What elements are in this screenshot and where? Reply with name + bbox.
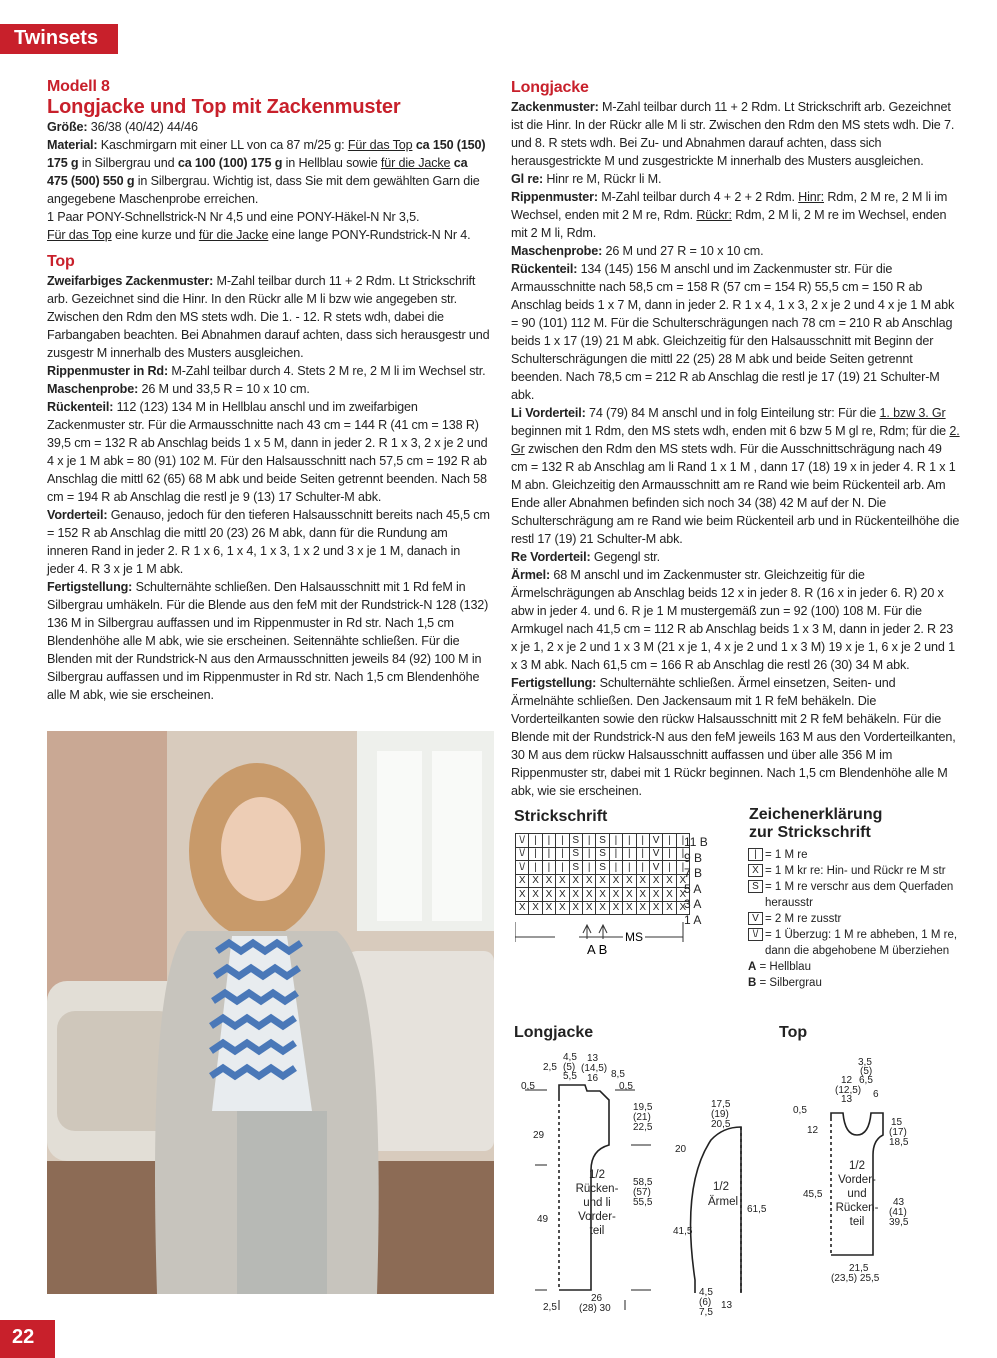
chart-cell: | <box>529 861 542 875</box>
svg-text:Rücken-: Rücken- <box>575 1183 619 1195</box>
legend-b: B = Silbergrau <box>748 977 822 989</box>
chart-cell: X <box>663 874 676 888</box>
chart-cell: | <box>663 861 676 875</box>
chart-cell: X <box>649 901 662 915</box>
svg-text:1/2: 1/2 <box>589 1169 605 1181</box>
svg-text:(17): (17) <box>889 1127 907 1138</box>
lj-aermel-paragraph: Ärmel: 68 M anschl und im Zackenmuster str. Gleichzeitig für die Ärmelschrägungen ab Anschlag beids 12 x in jeder 8. R (16 x in jeder 6. R) 20 x abw in jeder 4. und 6. R je 1 M mustergemäß zun = 92 (100) 108 M. Für die Armkugel nach 41,5 cm = 112 R ab Anschlag beids 1 x 3 M, dann in jeder 2. R 23 x je 1, 2 x je 2 und 1 x 3 M (21 x je 1, 4 x je 2 und 1 x 3 M) 19 x je 1, 6 x je 2 und 1 x 3 M abk. Nach 61,5 cm = 166 R ab Anschlag die restl 26 (30) 34 M abk. <box>511 568 955 672</box>
chart-cell: X <box>529 888 542 902</box>
legend-text-cont: herausstr <box>765 897 813 909</box>
chart-row <box>516 847 690 861</box>
longjacke-body-label <box>576 1169 619 1237</box>
chart-row-label: 5 A <box>684 881 702 896</box>
chart-cell: X <box>663 888 676 902</box>
chart-cell: X <box>582 874 595 888</box>
vorderteil-paragraph: Vorderteil: Genauso, jedoch für den tieferen Halsausschnitt bereits nach 45,5 cm = 152 R ab Anschlag die mittl 20 (23) 26 M abk, dann für die Rundung am inneren Rand in jeder 2. R 1 x 6, 1 x 4, 1 x 3, 1 x 2 und 3 x je 1 M, danach in jeder 4. R 3 x je 1 M abk. <box>47 508 490 576</box>
page-title: Longjacke und Top mit Zackenmuster <box>47 96 401 118</box>
chart-cell: X <box>516 901 529 915</box>
svg-text:26: 26 <box>591 1293 603 1304</box>
longjacke-schnitt-title: Longjacke <box>514 1024 594 1041</box>
legend-text-cont: dann die abgehobene M überziehen <box>765 945 950 957</box>
chart-cell: X <box>649 888 662 902</box>
chart-cell: | <box>582 834 595 848</box>
svg-text:(28) 30: (28) 30 <box>579 1303 611 1314</box>
chart-cell: | <box>676 834 689 848</box>
top-schnitt-title: Top <box>779 1024 808 1041</box>
chart-cell: | <box>623 834 636 848</box>
svg-text:Vorder-: Vorder- <box>838 1174 876 1186</box>
legend-text: = 2 M re zusstr <box>765 913 842 925</box>
svg-text:20,5: 20,5 <box>711 1119 731 1130</box>
svg-text:0,5: 0,5 <box>793 1105 807 1116</box>
svg-text:12: 12 <box>841 1075 853 1086</box>
lj-fertigstellung-paragraph: Fertigstellung: Schulternähte schließen. Ärmel einsetzen, Seiten- und Ärmelnähte schließen. Den Jackensaum mit 1 R feM behäkeln. Die Vorderteilkanten sowie den rückw Halsausschnitt mit 2 R feM behäkeln. Für die Blende mit der Rundstrick-N aus den feM jeweils 163 M aus den Vorderteilkanten, 30 M aus dem rückw Halsausschnitt auffassen und über alle 356 M im Rippenmuster str, dabei mit 1 Rückr beginnen. Nach 1,5 cm Blendenhöhe alle M abk, wie sie erscheinen. <box>511 676 956 798</box>
chart-cell: X <box>676 888 689 902</box>
lj-rippenmuster-paragraph: Rippenmuster: M-Zahl teilbar durch 4 + 2 + 2 Rdm. Hinr: Rdm, 2 M re, 2 M li im Wechsel, enden mit 2 M re, Rdm. Rückr: Rdm, 2 M li, 2 M re im Wechsel, enden mit 2 M li, Rdm. <box>511 190 948 240</box>
chart-cell: X <box>529 874 542 888</box>
ms-label: MS <box>625 930 643 944</box>
chart-cell: \/ <box>516 861 529 875</box>
chart-cell: X <box>556 874 569 888</box>
chart-cell: | <box>556 847 569 861</box>
svg-text:43: 43 <box>893 1197 905 1208</box>
chart-cell: X <box>569 888 582 902</box>
svg-text:(6): (6) <box>699 1297 712 1308</box>
svg-text:16: 16 <box>587 1073 599 1084</box>
chart-cell: | <box>663 834 676 848</box>
chart-cell: X <box>609 901 622 915</box>
chart-cell: X <box>582 888 595 902</box>
svg-text:20: 20 <box>675 1144 687 1155</box>
chart-cell: X <box>609 888 622 902</box>
svg-text:5,5: 5,5 <box>563 1071 577 1082</box>
svg-text:2,5: 2,5 <box>543 1062 557 1073</box>
sleeve-pattern <box>691 1127 741 1293</box>
chart-cell: V <box>649 861 662 875</box>
chart-cell: S <box>569 861 582 875</box>
svg-text:und li: und li <box>583 1197 611 1209</box>
svg-text:(12,5): (12,5) <box>835 1085 862 1096</box>
rueckenteil-paragraph: Rückenteil: 112 (123) 134 M in Hellblau anschl und im zweifarbigen Zackenmuster str. Für die Armausschnitte nach 43 cm = 144 R (41 cm = 138 R) 39,5 cm = 132 R ab Anschlag beids 1 x 5 M, dann in jeder 2. R 1 x 3, 2 x je 2 und 4 x je 1 M abk = 80 (91) 102 M. Für den Halsausschnitt nach 57,5 cm = 192 R ab Anschlag die mittl 62 (65) 68 M abk und beide Seiten getrennt beenden. Nach 58 cm = 194 R ab Anschlag die restl je 9 (13) 17 Schulter-M abk. <box>47 400 488 504</box>
legend-item <box>748 847 988 863</box>
chart-cell: | <box>676 861 689 875</box>
legend-symbol: | <box>748 848 763 861</box>
top-body-label <box>836 1160 879 1228</box>
chart-cell: \/ <box>516 847 529 861</box>
svg-text:6: 6 <box>873 1089 879 1100</box>
svg-text:Rücken-: Rücken- <box>835 1202 879 1214</box>
strickschrift-title: Strickschrift <box>514 808 608 825</box>
chart-row <box>516 888 690 902</box>
chart-cell: X <box>596 888 609 902</box>
chart-cell: | <box>529 847 542 861</box>
chart-cell: | <box>636 834 649 848</box>
chart-cell: | <box>582 847 595 861</box>
model-number: Modell 8 <box>47 78 110 95</box>
knitting-chart-grid <box>515 833 690 915</box>
maschenprobe-paragraph: Maschenprobe: 26 M und 33,5 R = 10 x 10 cm. <box>47 382 310 396</box>
legend-symbol: S <box>748 880 763 893</box>
chart-row <box>516 874 690 888</box>
sleeve-label <box>708 1181 738 1208</box>
needles-paragraph: 1 Paar PONY-Schnellstrick-N Nr 4,5 und eine PONY-Häkel-N Nr 3,5. <box>47 210 420 224</box>
svg-text:1/2: 1/2 <box>713 1181 729 1193</box>
chart-cell: | <box>609 847 622 861</box>
chart-cell: X <box>676 901 689 915</box>
chart-cell: X <box>596 901 609 915</box>
legend-text: = 1 M re <box>765 849 808 861</box>
lj-rueckenteil-paragraph: Rückenteil: 134 (145) 156 M anschl und im Zackenmuster str. Für die Armausschnitte nach 58,5 cm = 158 R (57 cm = 154 R) 55,5 cm = 150 R ab Anschlag beids 1 x 7 M, dann in jeder 2. R 1 x 4, 1 x 3, 2 x je 2 und 4 x je 1 M abk = 90 (101) 112 M. Für die Schulterschrägungen nach 78 cm = 210 R ab Anschlag beids 1 x 17 (19) 21 M abk. Gleichzeitig für den Halsausschnitt mit Beginn der Schulterschrägungen die mittl 22 (25) 28 M abk und beide Seiten getrennt beenden. Nach 78,5 cm = 212 R ab Anschlag die restl je 17 (19) 21 Schulter-M abk. <box>511 262 955 402</box>
chart-row-label: 3 A <box>684 897 702 911</box>
svg-text:12: 12 <box>807 1125 819 1136</box>
legend-text: = 1 M kr re: Hin- und Rückr re M str <box>765 865 946 877</box>
svg-text:7,5: 7,5 <box>699 1307 713 1318</box>
section-tab: Twinsets <box>0 24 118 54</box>
chart-row <box>516 834 690 848</box>
svg-text:6,5: 6,5 <box>859 1075 873 1086</box>
svg-text:4,5: 4,5 <box>699 1287 713 1298</box>
chart-cell: X <box>529 901 542 915</box>
chart-cell: | <box>609 861 622 875</box>
svg-text:18,5: 18,5 <box>889 1137 909 1148</box>
schnitt-diagrams <box>505 1045 995 1325</box>
legend-a: A = Hellblau <box>748 961 811 973</box>
chart-cell: | <box>556 834 569 848</box>
svg-text:(57): (57) <box>633 1187 651 1198</box>
chart-cell: | <box>542 847 555 861</box>
chart-cell: \/ <box>516 834 529 848</box>
right-column <box>511 78 961 800</box>
knitting-chart-footer <box>515 917 685 957</box>
chart-row-label: 11 B <box>684 835 708 849</box>
chart-cell: X <box>556 888 569 902</box>
svg-text:17,5: 17,5 <box>711 1099 731 1110</box>
chart-cell: X <box>582 901 595 915</box>
chart-cell: X <box>542 888 555 902</box>
model-photo-illustration <box>47 731 494 1294</box>
chart-cell: S <box>569 834 582 848</box>
svg-text:und: und <box>847 1188 867 1200</box>
chart-cell: | <box>529 834 542 848</box>
chart-cell: X <box>636 888 649 902</box>
chart-cell: X <box>569 901 582 915</box>
svg-text:15: 15 <box>891 1117 903 1128</box>
chart-cell: | <box>542 861 555 875</box>
chart-cell: | <box>609 834 622 848</box>
svg-text:(23,5) 25,5: (23,5) 25,5 <box>831 1273 880 1284</box>
svg-text:61,5: 61,5 <box>747 1204 767 1215</box>
zackenmuster-paragraph: Zweifarbiges Zackenmuster: M-Zahl teilbar durch 11 + 2 Rdm. Lt Strickschrift arb. Gezeichnet sind die Hinr. In den Rückr alle M li bzw wie angegeben str. Zwischen den Rdm den MS stets wdh. Die 1. - 12. R stets wdh, dabei die Farbangaben beachten. Bei Abnahmen darauf achten, dass sich herausgestr und zusgestr M innerhalb des Musters ausgleichen. <box>47 274 490 360</box>
chart-row-label: 1 A <box>684 912 702 927</box>
chart-cell: | <box>623 861 636 875</box>
svg-text:2,5: 2,5 <box>543 1302 557 1313</box>
chart-cell: X <box>623 874 636 888</box>
svg-text:0,5: 0,5 <box>521 1081 535 1092</box>
chart-cell: X <box>542 901 555 915</box>
chart-cell: | <box>542 834 555 848</box>
page-number: 22 <box>0 1320 55 1358</box>
chart-cell: S <box>596 834 609 848</box>
legend-item <box>748 927 988 943</box>
left-column <box>47 78 490 704</box>
chart-cell: | <box>556 861 569 875</box>
svg-text:21,5: 21,5 <box>849 1263 869 1274</box>
svg-text:22,5: 22,5 <box>633 1122 653 1133</box>
legend-text: = 1 M re verschr aus dem Querfaden <box>765 881 954 893</box>
svg-text:58,5: 58,5 <box>633 1177 653 1188</box>
svg-text:8,5: 8,5 <box>611 1069 625 1080</box>
material-paragraph: Material: Kaschmirgarn mit einer LL von ca 87 m/25 g: Für das Top ca 150 (150) 175 g in Silbergrau und ca 100 (100) 175 g in Hellblau sowie für die Jacke ca 475 (500) 550 g in Silbergrau. Wichtig ist, dass Sie mit dem gewählten Garn die angegebene Maschenprobe erreichen. <box>47 138 486 206</box>
svg-text:1/2: 1/2 <box>849 1160 865 1172</box>
svg-text:13: 13 <box>587 1053 599 1064</box>
svg-text:29: 29 <box>533 1130 545 1141</box>
svg-text:13: 13 <box>721 1300 733 1311</box>
chart-row-label: 9 B <box>684 850 703 865</box>
ab-label: A B <box>587 942 608 957</box>
svg-text:Ärmel: Ärmel <box>707 1196 739 1208</box>
svg-text:(41): (41) <box>889 1207 907 1218</box>
svg-text:13: 13 <box>841 1094 853 1105</box>
lj-revorderteil-paragraph: Re Vorderteil: Gegengl str. <box>511 550 661 564</box>
svg-text:Vorder-: Vorder- <box>578 1211 616 1223</box>
chart-cell: | <box>582 861 595 875</box>
chart-cell: X <box>516 888 529 902</box>
chart-row <box>516 861 690 875</box>
chart-cell: X <box>636 874 649 888</box>
legend-text: = 1 Überzug: 1 M re abheben, 1 M re, <box>765 929 958 941</box>
longjacke-heading: Longjacke <box>511 79 589 96</box>
chart-cell: X <box>649 874 662 888</box>
chart-cell: X <box>636 901 649 915</box>
chart-cell: X <box>663 901 676 915</box>
svg-text:19,5: 19,5 <box>633 1102 653 1113</box>
chart-cell: V <box>649 847 662 861</box>
fertigstellung-paragraph: Fertigstellung: Schulternähte schließen. Den Halsausschnitt mit 1 Rd feM in Silbergrau umhäkeln. Für die Blende aus den feM mit der Rundstrick-N 128 (132) 136 M in Silbergrau auffassen und im Rippenmuster in Rd str. Nach 1,5 cm Blendenhöhe alle M abk, wie sie erscheinen. Seitennähte schließen. Für die Blenden mit der Rundstrick-N aus den Armausschnitten jeweils 84 (92) 100 M in Silbergrau auffassen und im Rippenmuster in Rd str. Nach 1,5 cm Blendenhöhe alle M abk, wie sie erscheinen. <box>47 580 489 702</box>
chart-cell: X <box>542 874 555 888</box>
svg-text:39,5: 39,5 <box>889 1217 909 1228</box>
lj-livorderteil-paragraph: Li Vorderteil: 74 (79) 84 M anschl und in folg Einteilung str: Für die 1. bzw 3. Gr beginnen mit 1 Rdm, den MS stets wdh, enden mit 6 bzw 5 M gl re, Rdm; für die 2. Gr zwischen den Rdm den MS stets wdh. Für die Ausschnittschrägung nach 49 cm = 132 R ab Anschlag am li Rand 1 x 1 M , dann 17 (18) 19 x in jeder 4. R 1 x 1 M abn. Gleichzeitig den Armausschnitt am re Rand wie beim Rückenteil arb. Am Ende aller Abnahmen befinden sich noch 34 (38) 42 M auf der N. Die Schulterschrägung am re Rand wie beim Rückenteil arb und in Rückenteilhöhe die restl 17 (19) 21 Schulter-M abk. <box>511 406 960 546</box>
legend-title: Zeichenerklärung zur Strickschrift <box>749 806 883 841</box>
svg-text:(19): (19) <box>711 1109 729 1120</box>
model-photo <box>47 731 494 1294</box>
lj-glre-paragraph: Gl re: Hinr re M, Rückr li M. <box>511 172 662 186</box>
chart-cell: S <box>596 847 609 861</box>
chart-cell: | <box>636 847 649 861</box>
legend <box>748 847 988 991</box>
chart-cell: X <box>623 888 636 902</box>
lj-zackenmuster-paragraph: Zackenmuster: M-Zahl teilbar durch 11 + 2 Rdm. Lt Strickschrift arb. Gezeichnet ist die Hinr. In der Rückr alle M li str. Zwischen den Rdm den MS stets wdh. Die 7. und 8. R stets wdh. Bei Zu- und Abnahmen darauf achten, dass sich herausgestrickte M und zusgestrickte M innerhalb des Musters ausgleichen. <box>511 100 955 168</box>
svg-text:0,5: 0,5 <box>619 1081 633 1092</box>
chart-cell: X <box>609 874 622 888</box>
svg-text:3,5: 3,5 <box>858 1057 872 1068</box>
size-paragraph: Größe: 36/38 (40/42) 44/46 <box>47 120 198 134</box>
svg-text:41,5: 41,5 <box>673 1226 693 1237</box>
svg-text:49: 49 <box>537 1214 549 1225</box>
legend-symbol: V <box>748 912 763 925</box>
chart-cell: S <box>596 861 609 875</box>
chart-cell: | <box>623 847 636 861</box>
legend-symbol: \/ <box>748 928 763 941</box>
chart-cell: | <box>636 861 649 875</box>
svg-text:(5): (5) <box>563 1062 576 1073</box>
svg-text:55,5: 55,5 <box>633 1197 653 1208</box>
chart-cell: S <box>569 847 582 861</box>
chart-cell: X <box>596 874 609 888</box>
svg-text:teil: teil <box>589 1225 605 1237</box>
top-heading: Top <box>47 253 75 270</box>
chart-cell: X <box>556 901 569 915</box>
chart-cell: V <box>649 834 662 848</box>
chart-cell: | <box>663 847 676 861</box>
chart-row-label: 7 B <box>684 866 703 880</box>
svg-text:(14,5): (14,5) <box>581 1063 608 1074</box>
svg-text:4,5: 4,5 <box>563 1052 577 1063</box>
svg-text:(5): (5) <box>860 1066 873 1077</box>
rippenmuster-paragraph: Rippenmuster in Rd: M-Zahl teilbar durch 4. Stets 2 M re, 2 M li im Wechsel str. <box>47 364 486 378</box>
svg-text:(21): (21) <box>633 1112 651 1123</box>
svg-text:45,5: 45,5 <box>803 1189 823 1200</box>
legend-item <box>748 911 988 927</box>
needles-paragraph-2: Für das Top eine kurze und für die Jacke eine lange PONY-Rundstrick-N Nr 4. <box>47 228 471 242</box>
legend-item <box>748 879 988 895</box>
chart-row <box>516 901 690 915</box>
chart-cell: X <box>676 874 689 888</box>
chart-cell: X <box>569 874 582 888</box>
legend-item <box>748 863 988 879</box>
svg-text:teil: teil <box>849 1216 865 1228</box>
legend-symbol: X <box>748 864 763 877</box>
chart-cell: | <box>676 847 689 861</box>
chart-cell: X <box>516 874 529 888</box>
lj-maschenprobe-paragraph: Maschenprobe: 26 M und 27 R = 10 x 10 cm. <box>511 244 764 258</box>
chart-cell: X <box>623 901 636 915</box>
